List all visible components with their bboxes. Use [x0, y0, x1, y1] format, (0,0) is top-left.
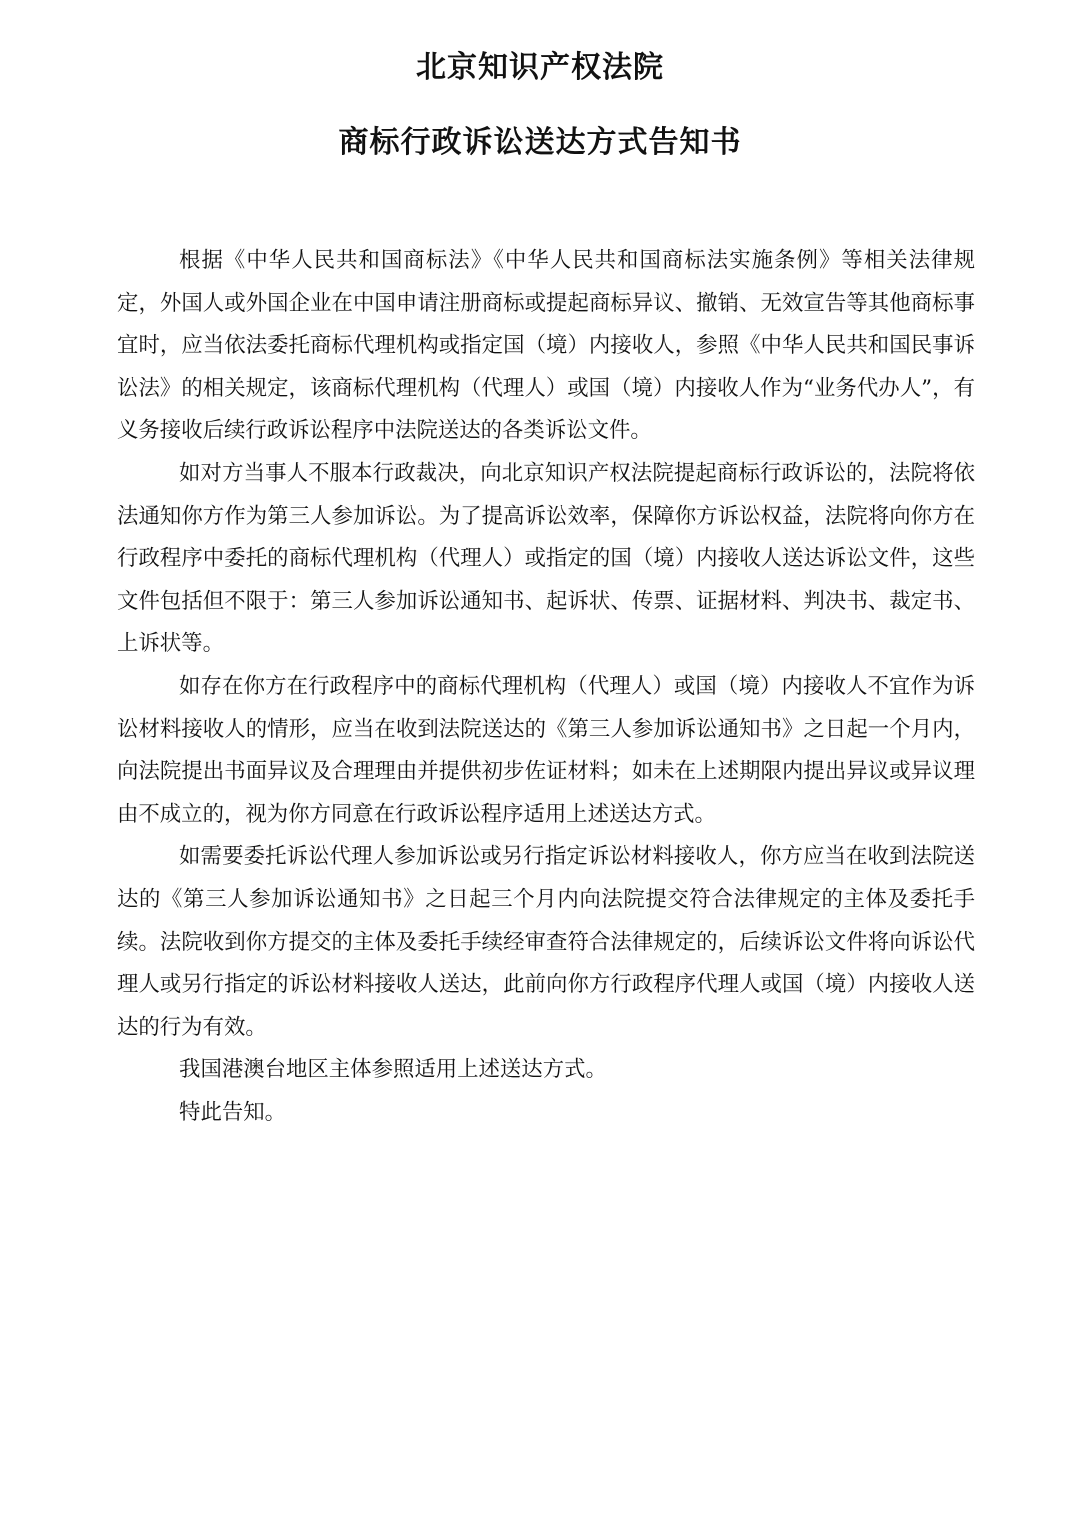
paragraph-third-party-notice: 如对方当事人不服本行政裁决，向北京知识产权法院提起商标行政诉讼的，法院将依法通知你方作为第三人参加诉讼。为了提高诉讼效率，保障你方诉讼权益，法院将向你方在行政程序中委托的商标代理机构（代理人）或指定的国（境）内接收人送达诉讼文件，这些文件包括但不限于：第三人参加诉讼通知书、起诉状、传票、证据材料、判决书、裁定书、上诉状等。 — [117, 460, 975, 657]
notice-title-heading: 商标行政诉讼送达方式告知书 — [338, 125, 742, 160]
paragraph-closing: 特此告知。 — [179, 1099, 287, 1125]
paragraph-objection-procedure: 如存在你方在行政程序中的商标代理机构（代理人）或国（境）内接收人不宜作为诉讼材料接收人的情形，应当在收到法院送达的《第三人参加诉讼通知书》之日起一个月内，向法院提出书面异议及合理理由并提供初步佐证材料；如未在上述期限内提出异议或异议理由不成立的，视为你方同意在行政诉讼程序适用上述送达方式。 — [117, 673, 975, 827]
notice-body — [117, 240, 975, 1134]
paragraph-agent-appointment: 如需要委托诉讼代理人参加诉讼或另行指定诉讼材料接收人，你方应当在收到法院送达的《第三人参加诉讼通知书》之日起三个月内向法院提交符合法律规定的主体及委托手续。法院收到你方提交的主体及委托手续经审查符合法律规定的，后续诉讼文件将向诉讼代理人或另行指定的诉讼材料接收人送达，此前向你方行政程序代理人或国（境）内接收人送达的行为有效。 — [117, 844, 975, 1040]
court-name-heading: 北京知识产权法院 — [416, 50, 664, 85]
paragraph-hk-macao-taiwan: 我国港澳台地区主体参照适用上述送达方式。 — [179, 1057, 607, 1083]
paragraph-legal-basis: 根据《中华人民共和国商标法》《中华人民共和国商标法实施条例》等相关法律规定，外国人或外国企业在中国申请注册商标或提起商标异议、撤销、无效宣告等其他商标事宜时，应当依法委托商标代理机构或指定国（境）内接收人，参照《中华人民共和国民事诉讼法》的相关规定，该商标代理机构（代理人）或国（境）内接收人作为“业务代办人”，有义务接收后续行政诉讼程序中法院送达的各类诉讼文件。 — [117, 248, 975, 444]
